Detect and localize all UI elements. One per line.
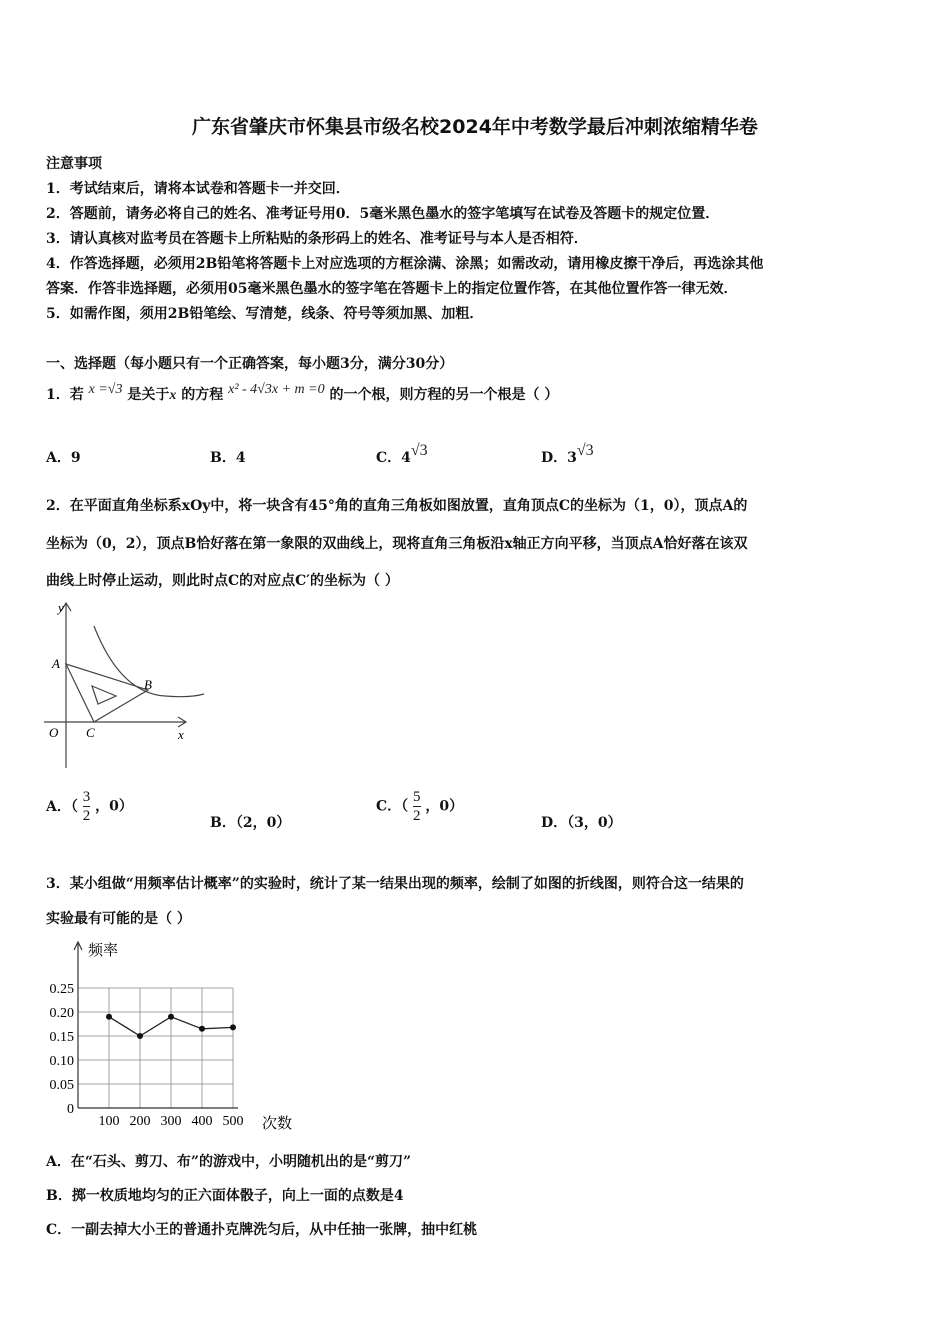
q1-option-c-label: C．4 bbox=[376, 450, 411, 466]
q2-option-a-numerator: 3 bbox=[82, 789, 91, 805]
q2-option-b: B．（2，0） bbox=[210, 815, 291, 831]
chart-x-tick-label: 100 bbox=[98, 1114, 120, 1129]
notice-item-2: 2．答题前，请务必将自己的姓名、准考证号用0．5毫米黑色墨水的签字笔填写在试卷及答题卡的规定位置． bbox=[46, 206, 720, 222]
q1-var-x: x bbox=[169, 388, 177, 403]
q2-line-2: 坐标为（0，2），顶点B恰好落在第一象限的双曲线上，现将直角三角板沿x轴正方向平移，当顶点A恰好落在该双 bbox=[46, 536, 748, 552]
chart-x-ticks bbox=[99, 1114, 244, 1129]
q1-formula-equation: x² - 4√3x + m =0 bbox=[228, 382, 325, 397]
chart-data-point bbox=[230, 1024, 236, 1030]
q2-option-d: D．（3，0） bbox=[541, 815, 622, 831]
chart-y-tick-label: 0.25 bbox=[49, 982, 74, 997]
q1-text-1: 1．若 bbox=[46, 387, 84, 403]
q2-label-o: O bbox=[49, 725, 59, 740]
q1-option-a: A．9 bbox=[46, 450, 81, 466]
q1-option-b: B．4 bbox=[210, 450, 246, 466]
q1-text-4: 的一个根，则方程的另一个根是（ ） bbox=[329, 387, 559, 403]
q1-text-3: 的方程 bbox=[181, 387, 224, 403]
notice-item-5: 5．如需作图，须用2B铅笔绘、写清楚，线条、符号等须加黑、加粗． bbox=[46, 306, 484, 322]
chart-y-tick-label: 0.10 bbox=[49, 1054, 74, 1069]
q3-line-1: 3．某小组做“用频率估计概率”的实验时，统计了某一结果出现的频率，绘制了如图的折线图，则符合这一结果的 bbox=[46, 876, 744, 892]
chart-data-point bbox=[199, 1026, 205, 1032]
q2-option-c-denominator: 2 bbox=[413, 808, 421, 824]
chart-x-label: 次数 bbox=[262, 1116, 293, 1132]
q2-figure bbox=[40, 598, 210, 773]
q3-option-b: B．掷一枚质地均匀的正六面体骰子，向上一面的点数是4 bbox=[46, 1188, 404, 1204]
chart-data-point bbox=[106, 1014, 112, 1020]
q2-option-a bbox=[46, 789, 133, 824]
q2-option-c bbox=[376, 789, 463, 824]
chart-x-tick-label: 500 bbox=[222, 1114, 244, 1129]
q2-option-a-post: ，0） bbox=[95, 798, 133, 815]
chart-x-tick-label: 400 bbox=[191, 1114, 213, 1129]
page-title: 广东省肇庆市怀集县市级名校2024年中考数学最后冲刺浓缩精华卷 bbox=[192, 116, 758, 138]
q1-option-c bbox=[376, 442, 428, 467]
notice-item-4: 4．作答选择题，必须用2B铅笔将答题卡上对应选项的方框涂满、涂黑；如需改动，请用橡皮擦干净后，再选涂其他 bbox=[46, 256, 764, 272]
notice-heading: 注意事项 bbox=[46, 156, 102, 172]
q2-option-a-pre: A．（ bbox=[46, 798, 78, 815]
q2-inner-triangle bbox=[92, 686, 116, 704]
q2-option-c-fraction bbox=[413, 789, 421, 824]
q1-option-c-root: √3 bbox=[410, 442, 428, 459]
q2-triangle bbox=[66, 664, 148, 722]
chart-grid bbox=[78, 988, 233, 1108]
q2-label-x: x bbox=[178, 727, 184, 742]
q2-label-y: y bbox=[58, 600, 64, 615]
q2-option-c-pre: C．（ bbox=[376, 798, 409, 815]
q2-option-a-denominator: 2 bbox=[82, 808, 91, 824]
chart-y-ticks bbox=[50, 982, 75, 1117]
q2-option-a-fraction bbox=[83, 789, 91, 824]
q1-option-d-root: √3 bbox=[576, 442, 594, 459]
q2-option-c-post: ，0） bbox=[425, 798, 464, 815]
notice-item-4-cont: 答案．作答非选择题，必须用05毫米黑色墨水的签字笔在答题卡上的指定位置作答，在其他位置作答一律无效． bbox=[46, 281, 738, 297]
q3-line-2: 实验最有可能的是（ ） bbox=[46, 911, 191, 927]
frequency-line-chart bbox=[38, 938, 303, 1133]
chart-y-label: 频率 bbox=[88, 943, 119, 959]
q1-option-d-label: D．3 bbox=[541, 450, 577, 466]
chart-x-tick-label: 200 bbox=[129, 1114, 151, 1129]
q2-line-1: 2．在平面直角坐标系xOy中，将一块含有45°角的直角三角板如图放置，直角顶点C的坐标为（1，0），顶点A的 bbox=[46, 498, 748, 514]
question-1 bbox=[46, 384, 558, 404]
chart-data-point bbox=[168, 1014, 174, 1020]
q2-label-a: A bbox=[52, 656, 60, 671]
q2-option-c-numerator: 5 bbox=[413, 789, 421, 805]
q2-label-c: C bbox=[86, 725, 95, 740]
chart-y-tick-label: 0.20 bbox=[49, 1006, 74, 1021]
chart-data-point bbox=[137, 1033, 143, 1039]
q1-formula-x: x =√3 bbox=[88, 382, 123, 397]
q3-option-c: C．一副去掉大小王的普通扑克牌洗匀后，从中任抽一张牌，抽中红桃 bbox=[46, 1222, 478, 1238]
chart-y-tick-label: 0.05 bbox=[49, 1078, 74, 1093]
q2-label-b: B bbox=[144, 677, 152, 692]
notice-item-1: 1．考试结束后，请将本试卷和答题卡一并交回． bbox=[46, 181, 350, 197]
notice-item-3: 3．请认真核对监考员在答题卡上所粘贴的条形码上的姓名、准考证号与本人是否相符． bbox=[46, 231, 588, 247]
chart-y-tick-label: 0 bbox=[67, 1102, 74, 1117]
section-heading: 一、选择题（每小题只有一个正确答案，每小题3分，满分30分） bbox=[46, 356, 454, 372]
chart-x-tick-label: 300 bbox=[160, 1114, 182, 1129]
chart-y-tick-label: 0.15 bbox=[49, 1030, 74, 1045]
q1-text-2: 是关于 bbox=[127, 387, 170, 403]
q1-option-d bbox=[541, 442, 594, 467]
q3-option-a: A．在“石头、剪刀、布”的游戏中，小明随机出的是“剪刀” bbox=[46, 1154, 412, 1170]
q2-line-3: 曲线上时停止运动，则此时点C的对应点C′的坐标为（ ） bbox=[46, 573, 399, 589]
